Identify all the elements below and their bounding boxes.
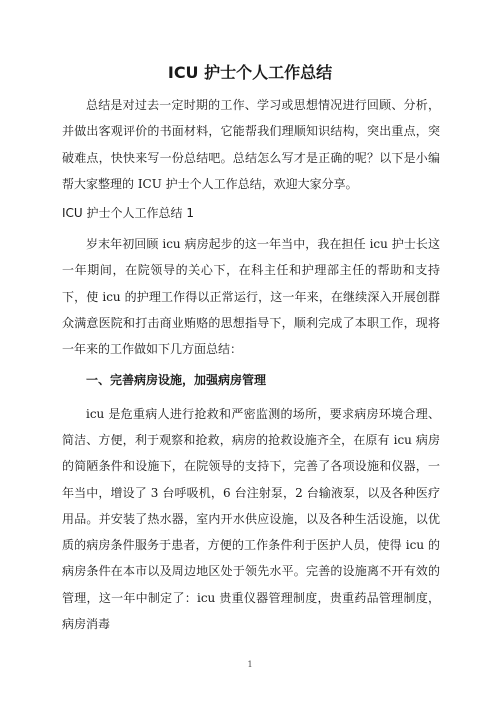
intro-paragraph: 总结是对过去一定时期的工作、学习或思想情况进行回顾、分析，并做出客观评价的书面材料，它能帮我们理顺知识结构，突出重点，突破难点，快快来写一份总结吧。总结怎么写才是正确的呢？以下是小编帮大家整理的 ICU 护士个人工作总结，欢迎大家分享。 bbox=[62, 98, 440, 191]
document-body bbox=[62, 92, 440, 643]
section-title: ICU 护士个人工作总结 1 bbox=[62, 206, 194, 221]
page-number: 1 bbox=[247, 660, 253, 669]
subheading-facilities: 一、完善病房设施，加强病房管理 bbox=[86, 372, 267, 387]
body-paragraph-2: icu 是危重病人进行抢救和严密监测的场所，要求病房环境合理、简洁、方便，利于观察和抢救，病房的抢救设施齐全，在原有 icu 病房的简陋条件和设施下，在院领导的支持下，完善了各项设施和仪器，一年当中，增设了 3 台呼吸机，6 台注射泵，2 台输液泵，以及各种医疗用品。并安装了热水器，室内开水供应设施，以及各种生活设施，以优质的病房条件服务于患者，方便的工作条件利于医护人员，使得 icu 的病房条件在本市以及周边地区处于领先水平。完善的设施离不开有效的管理，这一年中制定了：icu 贵重仪器管理制度，贵重药品管理制度，病房消毒 bbox=[62, 406, 440, 632]
body-paragraph-1: 岁末年初回顾 icu 病房起步的这一年当中，我在担任 icu 护士长这一年期间，在院领导的关心下，在科主任和护理部主任的帮助和支持下，使 icu 的护理工作得以正常运行，这一年来，在继续深入开展创群众满意医院和打击商业贿赂的思想指导下，顺利完成了本职工作，现将一年来的工作做如下几方面总结： bbox=[62, 237, 440, 357]
document-title: ICU 护士个人工作总结 bbox=[167, 63, 333, 82]
